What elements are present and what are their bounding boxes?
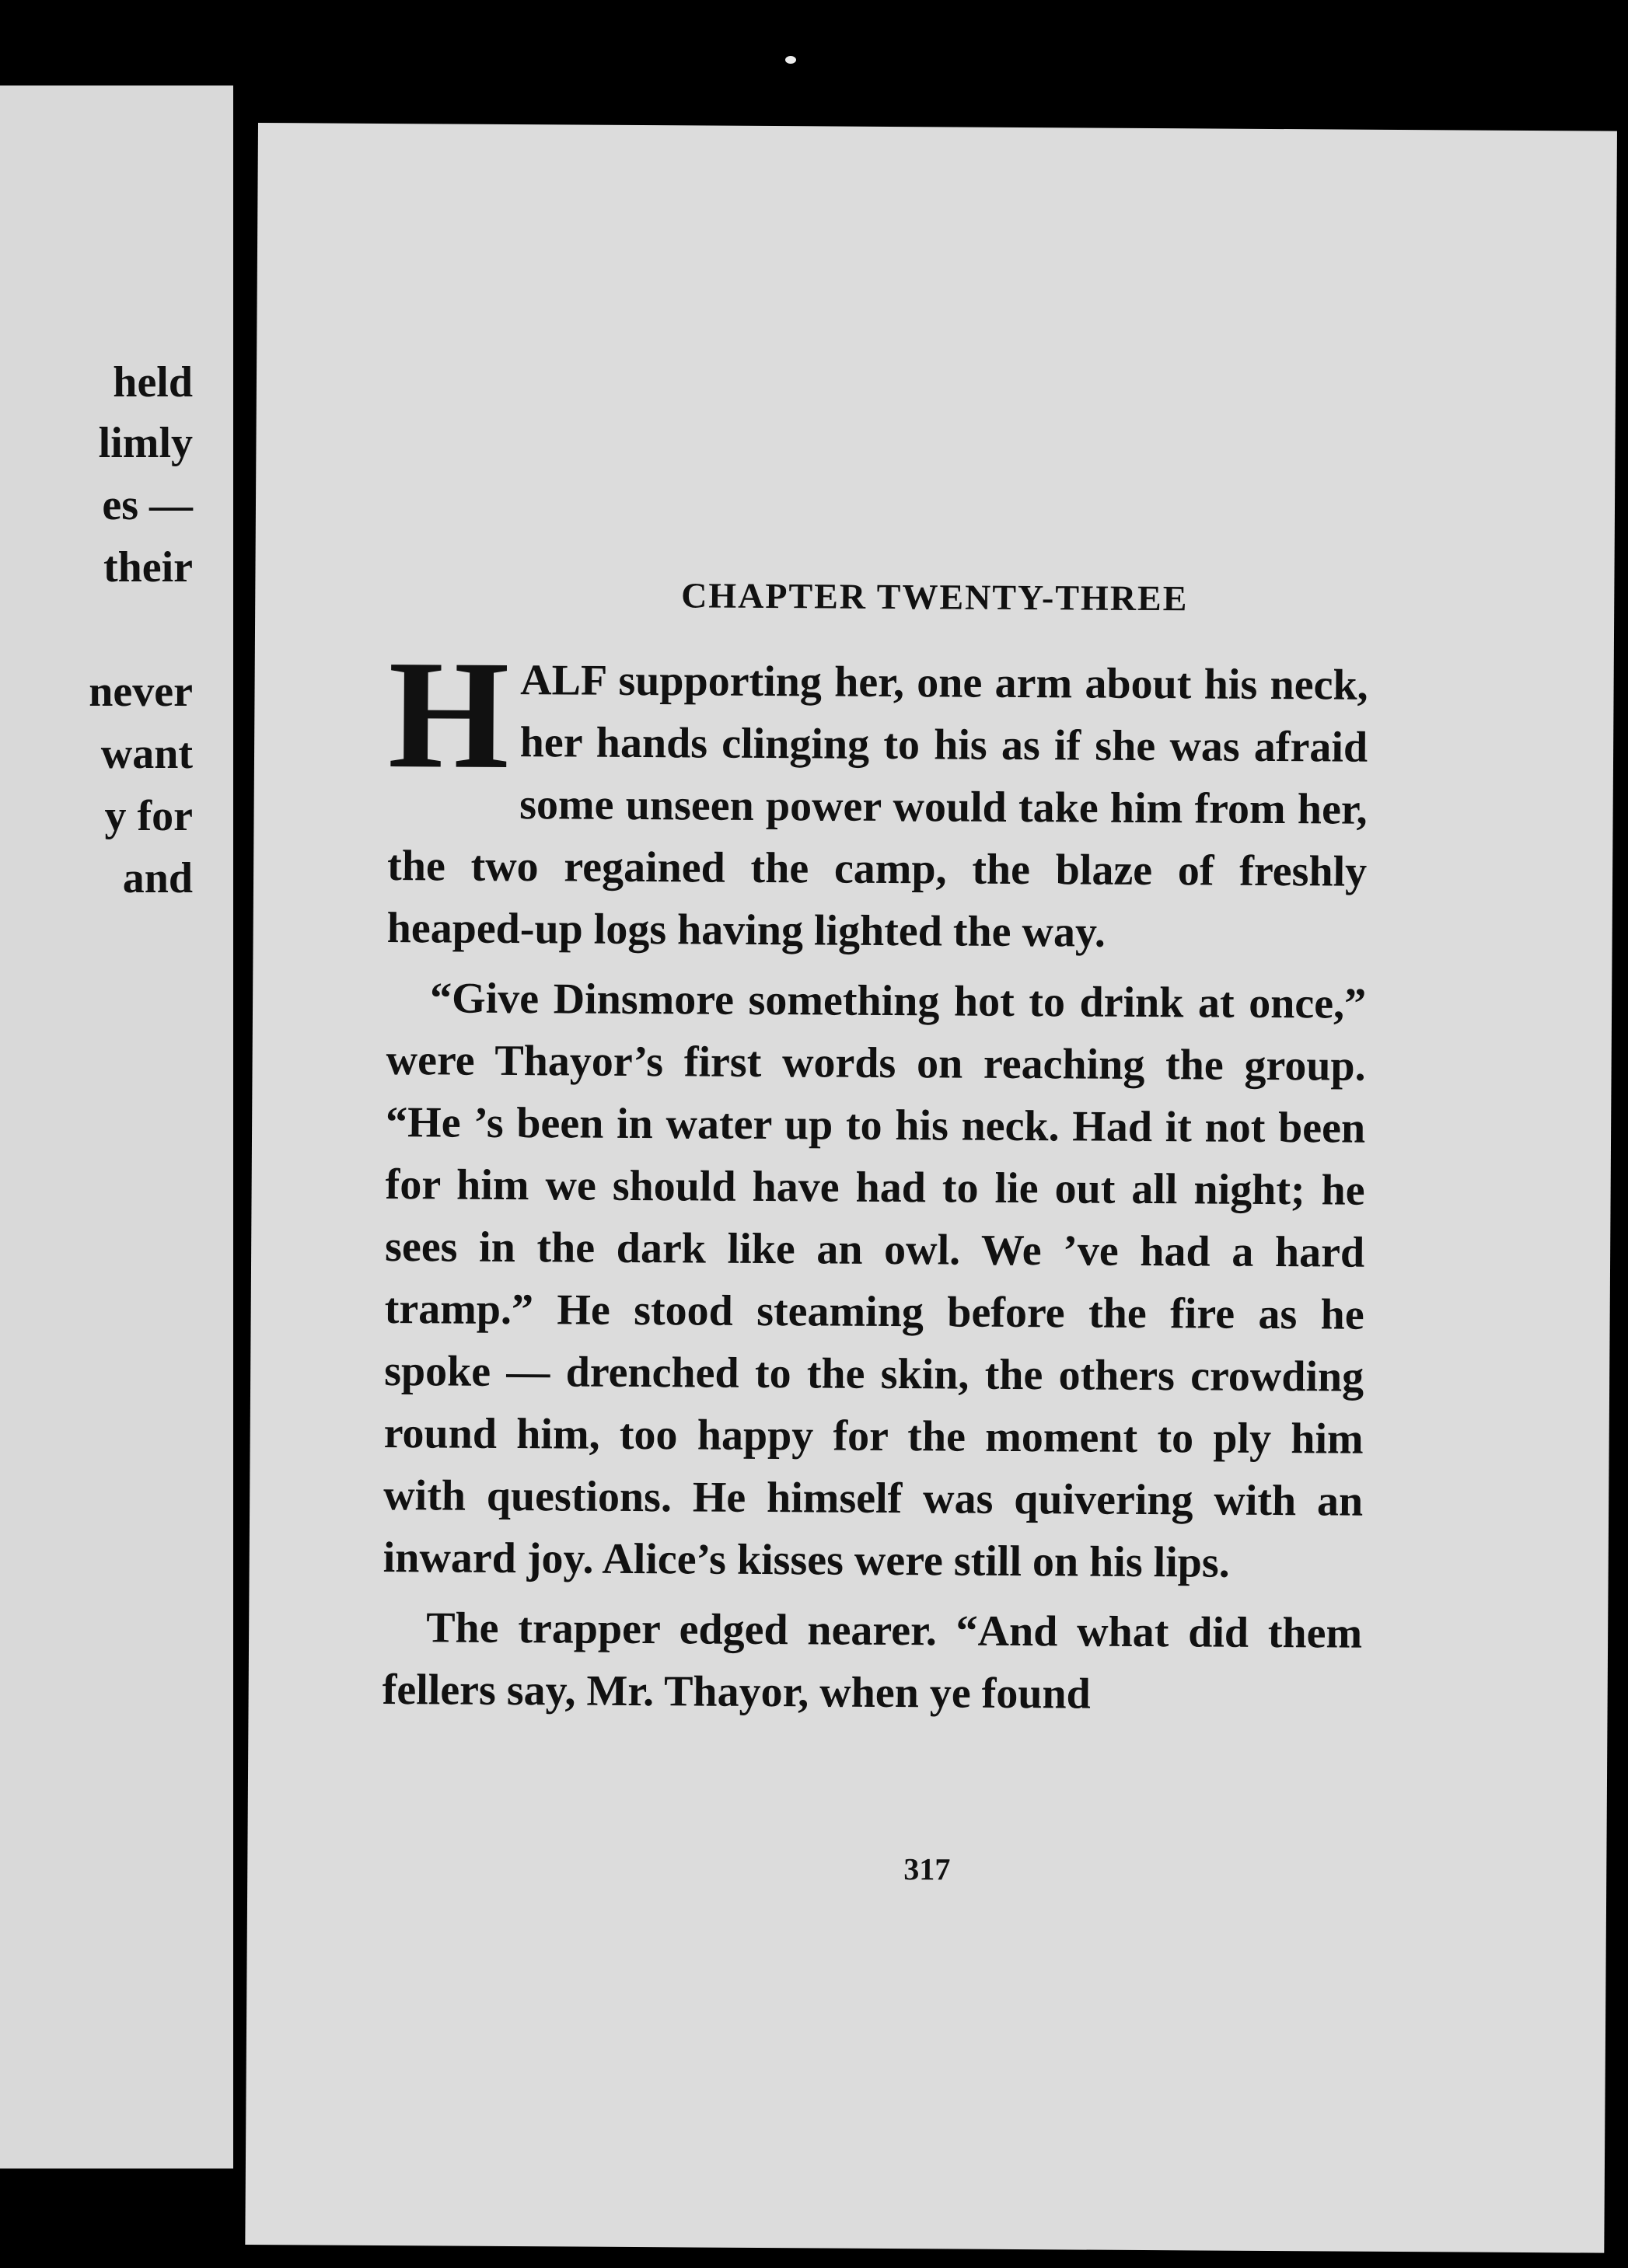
left-page-fragment: y for bbox=[104, 792, 193, 840]
dust-speck bbox=[785, 56, 796, 64]
page-number: 317 bbox=[903, 1851, 951, 1887]
left-page-fragment: and bbox=[122, 854, 193, 902]
drop-cap: H bbox=[387, 629, 510, 801]
left-page-fragment: held bbox=[113, 358, 193, 406]
left-page-fragment: limly bbox=[98, 419, 193, 467]
left-page-fragment: their bbox=[103, 543, 193, 591]
left-page-edge bbox=[0, 85, 233, 2169]
paragraph: The trapper edged nearer. “And what did them fellers say, Mr. Thayor, when ye found bbox=[382, 1603, 1363, 1718]
chapter-title: CHAPTER TWENTY-THREE bbox=[681, 575, 1189, 619]
left-page-fragment: es — bbox=[102, 481, 193, 529]
paragraph: “Give Dinsmore something hot to drink at once,” were Thayor’s first words on reaching the group. “He ’s been in water up to his neck. Had it not been for him we should have had to lie out all night; he sees in the dark like an owl. We ’ve had a hard tramp.” He stood steaming before the fire as he spoke — drenched to the skin, the others crowding round him, too happy for the moment to ply him with questions. He himself was quivering with an inward joy. Alice’s kisses were still on his lips. bbox=[383, 974, 1367, 1587]
body-text bbox=[382, 629, 1368, 1727]
left-page-fragment: never bbox=[89, 668, 193, 716]
left-page-fragment: want bbox=[100, 730, 193, 778]
paragraph bbox=[386, 629, 1368, 965]
paragraph-text: ALF supporting her, one arm about his neck, her hands clinging to his as if she was afraid some unseen power would take him from her, the two regained the camp, the blaze of freshly heaped-up logs having lighted the way. bbox=[386, 656, 1368, 957]
right-page bbox=[245, 123, 1617, 2253]
